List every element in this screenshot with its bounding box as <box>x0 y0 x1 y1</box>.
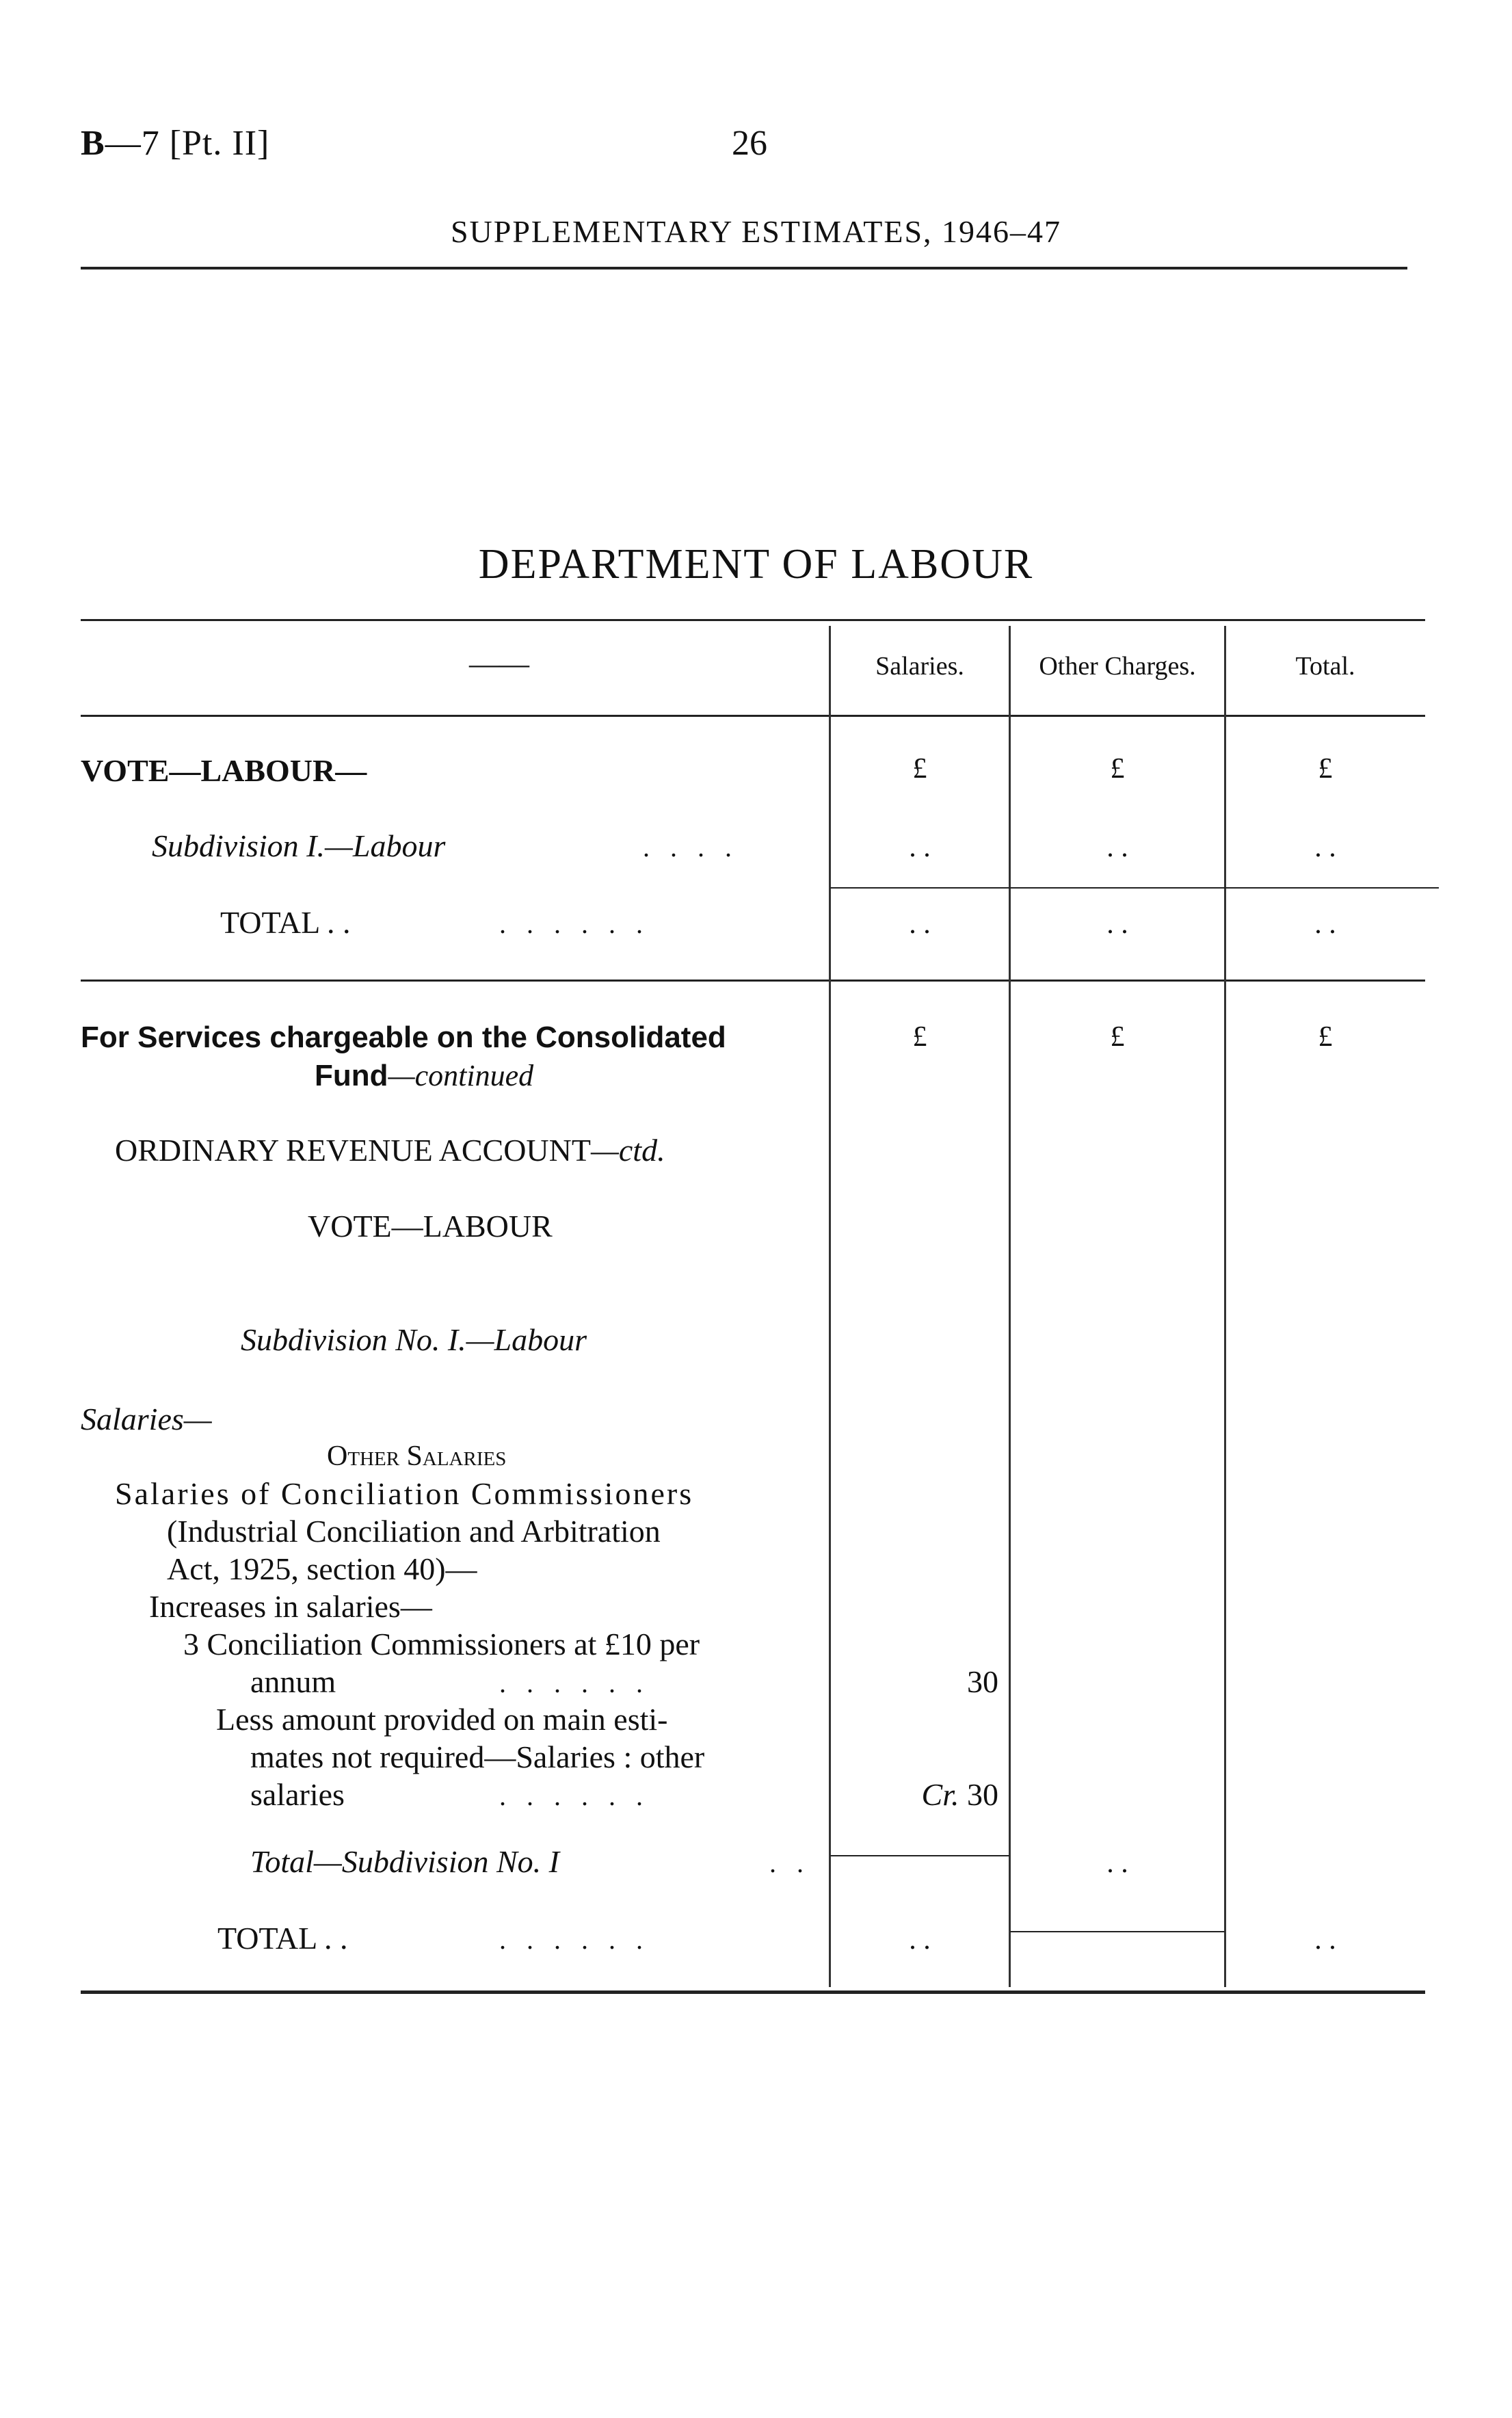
services-heading-line2: Fund—continued <box>315 1059 534 1092</box>
summary-subdivision-salaries: . . <box>909 832 931 863</box>
detail-line-6: annum <box>250 1664 336 1699</box>
summary-total-salaries: . . <box>909 908 931 940</box>
detail-total-leader: . . . . . . <box>499 1924 650 1955</box>
table-top-rule <box>81 619 1425 621</box>
column-rule-2 <box>1009 626 1011 1987</box>
summary-subdivision-leader: . . . . <box>643 832 739 863</box>
detail-line-7: Less amount provided on main esti- <box>216 1702 668 1737</box>
summary-currency-other: £ <box>1110 753 1125 785</box>
document-reference: B—7 [Pt. II] <box>81 124 270 163</box>
detail-line-1: Salaries of Conciliation Commissioners <box>115 1476 694 1511</box>
subtotal-other: . . <box>1106 1848 1128 1879</box>
detail-total-total: . . <box>1314 1924 1336 1956</box>
detail-currency-other: £ <box>1110 1021 1125 1053</box>
detail-currency-salaries: £ <box>912 1021 927 1053</box>
detail-line-9-leader: . . . . . . <box>499 1780 650 1811</box>
department-title: DEPARTMENT OF LABOUR <box>478 541 1034 588</box>
page-number: 26 <box>732 124 767 163</box>
detail-vote-heading: VOTE—LABOUR <box>308 1209 553 1244</box>
summary-subdivision-label: Subdivision I.—Labour <box>152 828 446 863</box>
detail-line-9: salaries <box>250 1777 345 1812</box>
subtotal-label: Total—Subdivision No. I <box>250 1844 559 1879</box>
summary-total-other: . . <box>1106 908 1128 940</box>
subtotal-leader: . . <box>769 1848 810 1878</box>
summary-currency-total: £ <box>1318 753 1333 785</box>
summary-currency-salaries: £ <box>912 753 927 785</box>
subtotal-rule-salaries <box>830 1855 1009 1856</box>
detail-total-salaries: . . <box>909 1924 931 1956</box>
summary-subtotal-rule <box>830 887 1439 889</box>
total-rule-other <box>1010 1931 1225 1932</box>
column-rule-3 <box>1224 626 1226 1987</box>
detail-subdivision-heading: Subdivision No. I.—Labour <box>241 1322 587 1357</box>
detail-line-9-salaries: Cr. 30 <box>921 1777 998 1812</box>
column-heading-total: Total. <box>1295 652 1355 681</box>
detail-line-3: Act, 1925, section 40)— <box>167 1551 477 1586</box>
detail-line-4: Increases in salaries— <box>149 1589 432 1624</box>
summary-total-label: TOTAL . . <box>220 905 351 940</box>
detail-line-6-leader: . . . . . . <box>499 1668 650 1698</box>
detail-total-label: TOTAL . . <box>217 1921 348 1956</box>
account-heading: ORDINARY REVENUE ACCOUNT—ctd. <box>115 1133 665 1168</box>
running-title: SUPPLEMENTARY ESTIMATES, 1946–47 <box>450 214 1062 249</box>
column-rule-1 <box>829 626 831 1987</box>
column-heading-salaries: Salaries. <box>875 652 964 681</box>
other-salaries-heading: Other Salaries <box>327 1441 507 1472</box>
header-rule <box>81 267 1407 270</box>
column-heading-other-charges: Other Charges. <box>1039 652 1196 681</box>
detail-line-5: 3 Conciliation Commissioners at £10 per <box>183 1627 700 1661</box>
summary-vote-heading: VOTE—LABOUR— <box>81 753 367 788</box>
detail-line-6-salaries: 30 <box>967 1664 998 1699</box>
detail-currency-total: £ <box>1318 1021 1333 1053</box>
summary-total-total: . . <box>1314 908 1336 940</box>
summary-subdivision-other: . . <box>1106 832 1128 863</box>
salaries-heading: Salaries— <box>81 1402 212 1436</box>
summary-subdivision-total: . . <box>1314 832 1336 863</box>
table-bottom-rule <box>81 1990 1425 1994</box>
detail-line-8: mates not required—Salaries : other <box>250 1739 705 1774</box>
detail-line-2: (Industrial Conciliation and Arbitration <box>167 1514 661 1549</box>
column-heading-description: —— <box>469 647 529 681</box>
summary-total-leader: . . . . . . <box>499 908 650 939</box>
services-heading-line1: For Services chargeable on the Consolidated <box>81 1021 726 1054</box>
